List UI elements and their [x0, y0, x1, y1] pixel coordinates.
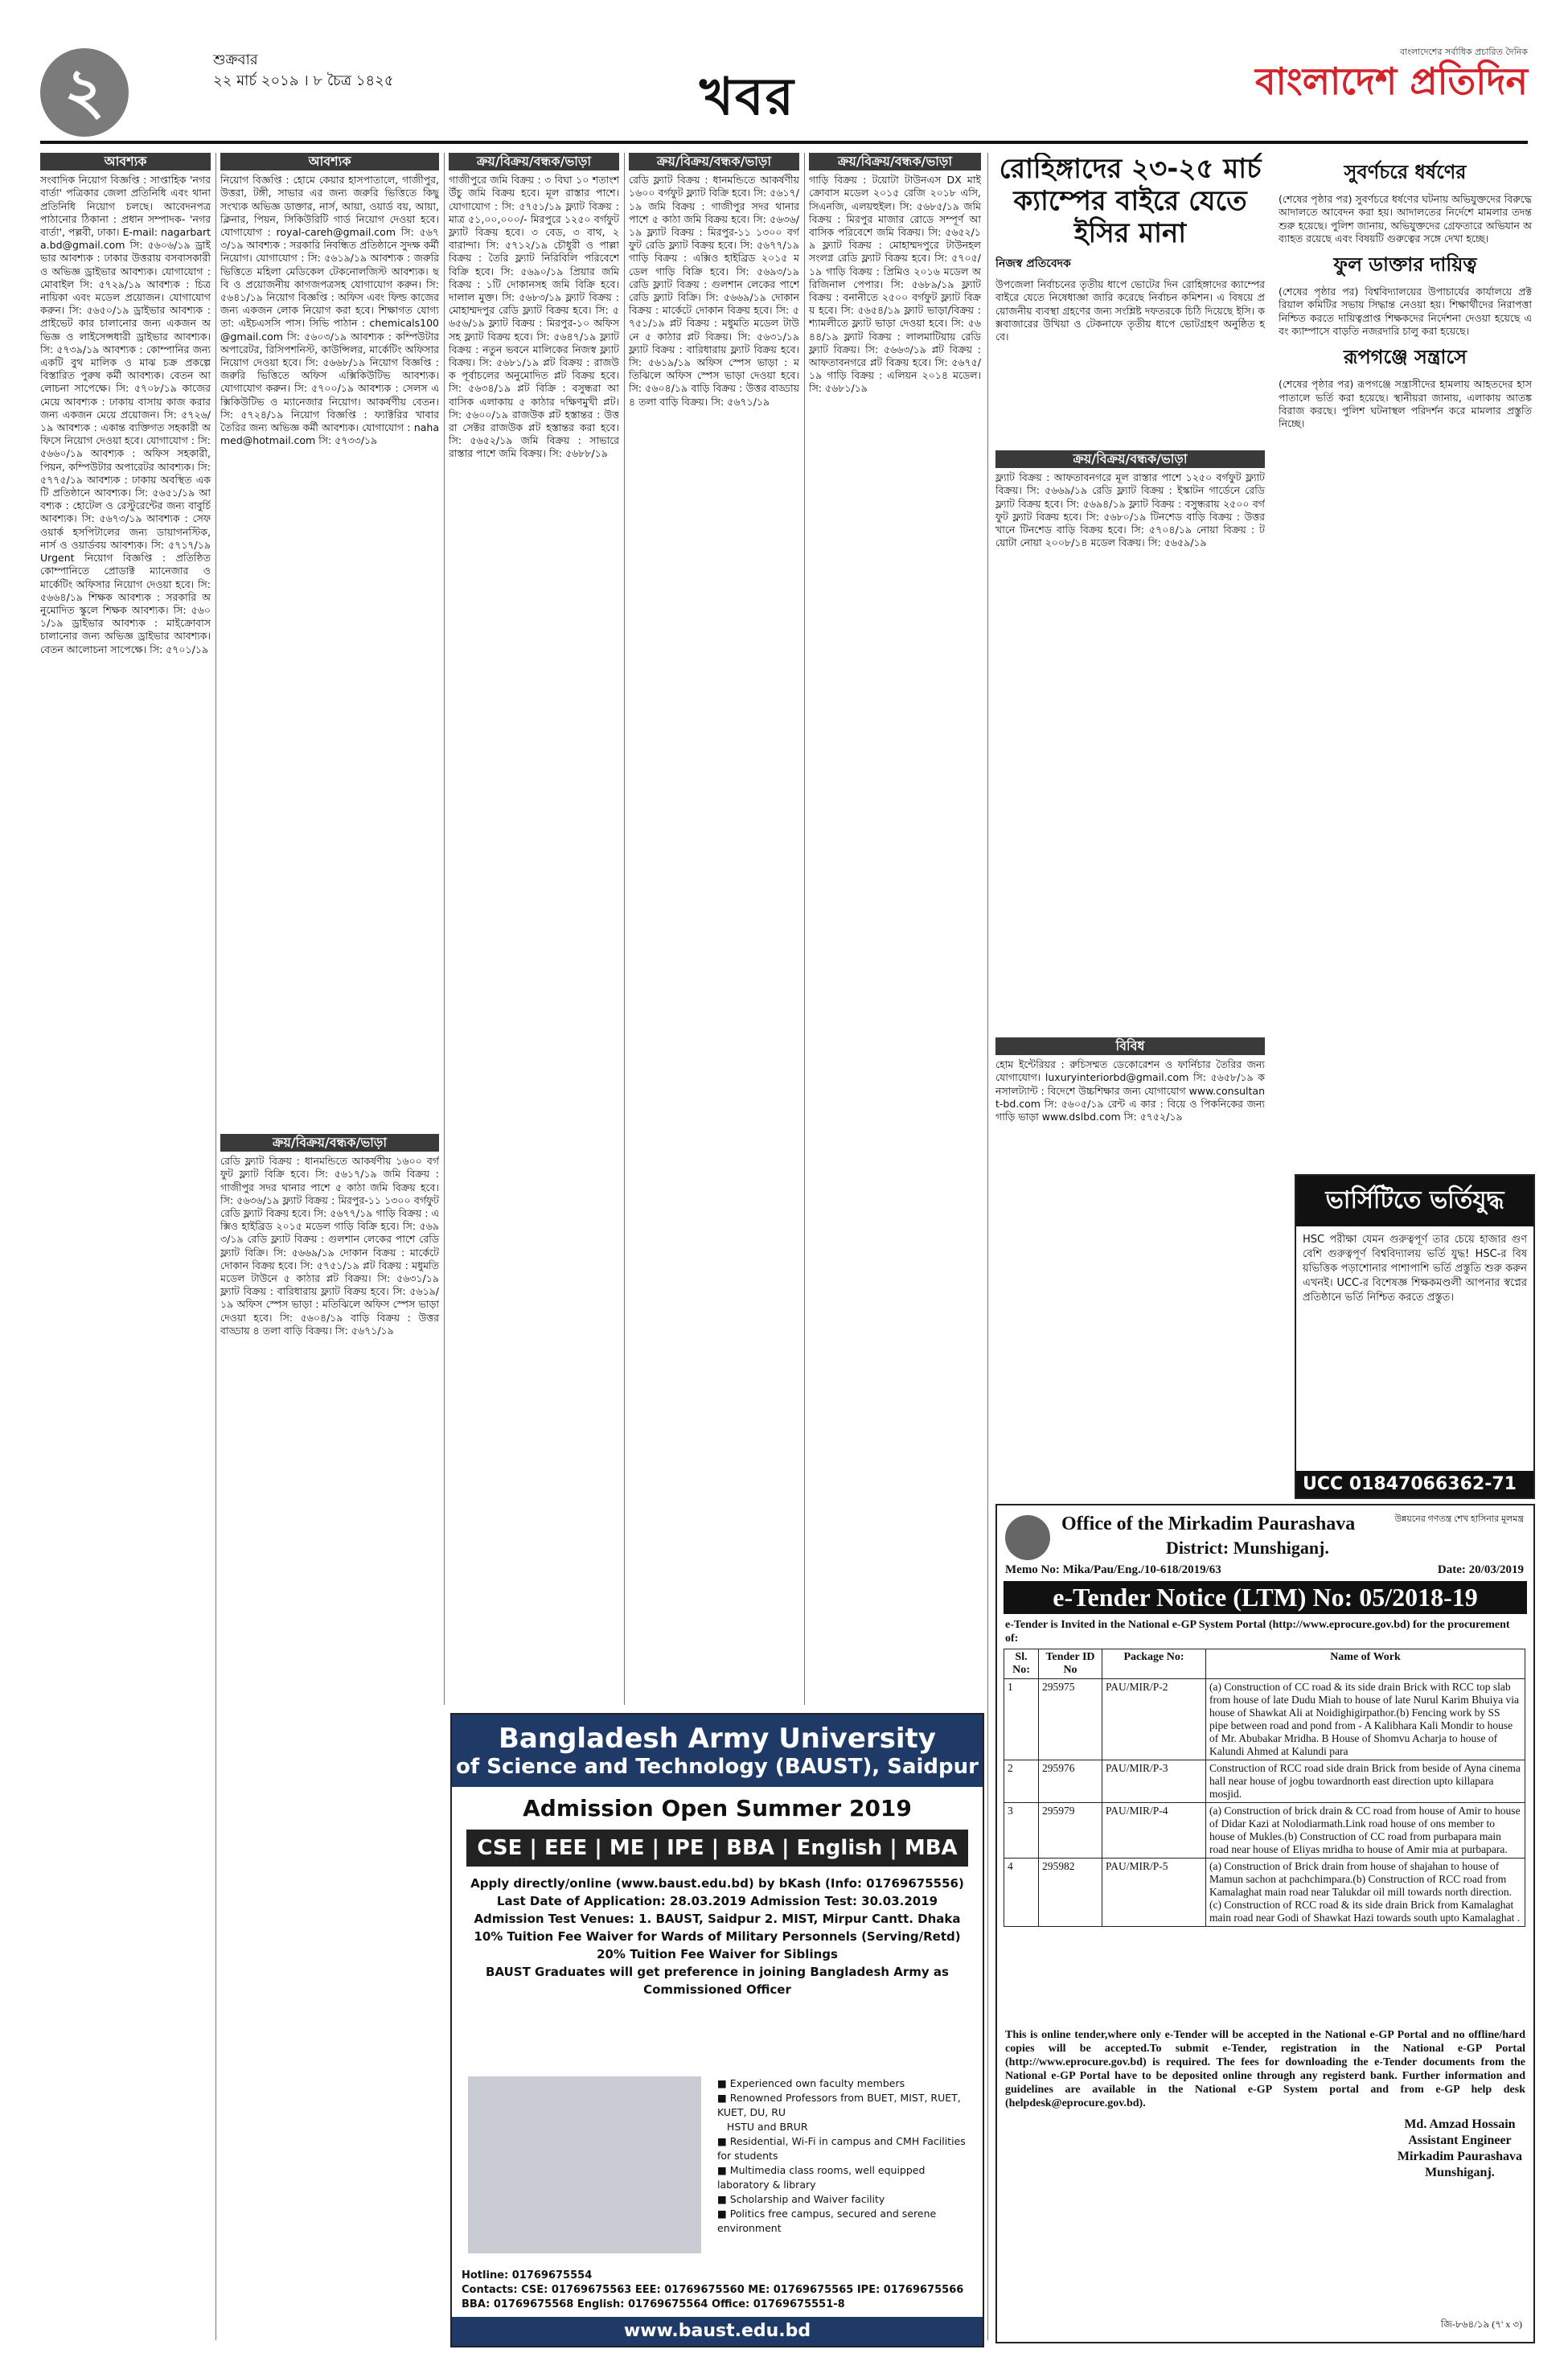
baust-title-line-2: of Science and Technology (BAUST), Saidpur — [456, 1755, 979, 1779]
signer-designation: Assistant Engineer — [1408, 2134, 1512, 2147]
news-body: (শেষের পৃষ্ঠার পর) সুবর্ণচরে ধর্ষণের ঘটনায় অভিযুক্তদের বিরুদ্ধে আদালতে আবেদন করা হয়। আদালতের নির্দেশে মামলার তদন্ত শুরু হয়েছে। পুলিশ জানায়, অভিযুক্তদের গ্রেফতারে অভিযান অব্যাহত রয়েছে এবং বিষয়টি গুরুত্বের সঙ্গে দেখা হচ্ছে। — [1279, 193, 1532, 244]
classified-column-2 — [220, 153, 439, 1126]
feature-item: ■ Residential, Wi-Fi in campus and CMH Facilities for students — [717, 2135, 966, 2162]
feature-item: ■ Scholarship and Waiver facility — [717, 2193, 885, 2205]
baust-website[interactable]: www.baust.edu.bd — [452, 2317, 983, 2346]
column-divider — [215, 153, 216, 2340]
cell-work: (a) Construction of Brick drain from house of shajahan to house of Mamun sachon at pachchimpara.(b) Construction of RCC road from Kamalaghat main road near Talukdar oil mill towards north direction.(c) Construction of RCC road & its side drain Brick from Kamalaghat main road near Godi of Shawkat Hazi towards south upto Kamalaghat . — [1206, 1859, 1525, 1927]
baust-title-line-1: Bangladesh Army University — [499, 1723, 936, 1755]
news-body: উপজেলা নির্বাচনের তৃতীয় ধাপে ভোটের দিন রোহিঙ্গাদের ক্যাম্পের বাইরে যেতে নিষেধাজ্ঞা জারি করেছে নির্বাচন কমিশন। এ বিষয়ে প্রয়োজনীয় ব্যবস্থা গ্রহণের জন্য সংশ্লিষ্ট দফতরকে চিঠি দিয়েছে ইসি। কক্সবাজারের উখিয়া ও টেকনাফে তৃতীয় ধাপে ভোটগ্রহণ অনুষ্ঠিত হবে। — [995, 278, 1265, 343]
feature-item: HSTU and BRUR — [726, 2121, 808, 2133]
baust-venues: Admission Test Venues: 1. BAUST, Saidpur 2. MIST, Mirpur Cantt. Dhaka — [474, 1912, 961, 1926]
baust-programs: CSE | EEE | ME | IPE | BBA | English | MBA — [466, 1830, 968, 1867]
column-heading: আবশ্যক — [220, 153, 439, 170]
news-subornochor — [1279, 153, 1532, 1166]
news-byline: নিজস্ব প্রতিবেদক — [995, 257, 1071, 270]
classified-column-6 — [995, 450, 1265, 1029]
cell-package: PAU/MIR/P-5 — [1102, 1859, 1206, 1927]
header-tender-id: Tender ID No — [1039, 1649, 1102, 1679]
column-text: রেডি ফ্ল্যাট বিক্রয় : ধানমন্ডিতে আকর্ষণীয় ১৬০০ বর্গফুট ফ্ল্যাট বিক্রি হবে। সি: ৫৬১৭/১৯ জমি বিক্রয় : গাজীপুর সদর থানার পাশে ৫ কাঠা জমি বিক্রয় হবে। সি: ৫৬৩৬/১৯ ফ্ল্যাট বিক্রয় : মিরপুর-১১ ১৩০০ বর্গফুট রেডি ফ্ল্যাট বিক্রয় হবে। সি: ৫৬৭৭/১৯ গাড়ি বিক্রয় : এক্সিও হাইব্রিড ২০১৫ মডেল গাড়ি বিক্রি হবে। সি: ৫৬৯৩/১৯ রেডি ফ্ল্যাট বিক্রয় : গুলশান লেকের পাশে রেডি ফ্ল্যাট বিক্রি। সি: ৫৬৬৯/১৯ দোকান বিক্রয় : মার্কেটে দোকান বিক্রয় হবে। সি: ৫৭৫১/১৯ প্লট বিক্রয় : মধুমতি মডেল টাউনে ৫ কাঠার প্লট বিক্রয়। সি: ৫৬৩১/১৯ ফ্ল্যাট বিক্রয় : বারিধারায় ফ্ল্যাট বিক্রয় হবে। সি: ৫৬১৯/১৯ অফিস স্পেস ভাড়া : মতিঝিলে অফিস স্পেস ভাড়া দেওয়া হবে। সি: ৫৬০৪/১৯ বাড়ি বিক্রয় : উত্তর বাড্ডায় ৪ তলা বাড়ি বিক্রয়। সি: ৫৬৭১/১৯ — [220, 1155, 439, 1337]
header-work: Name of Work — [1206, 1649, 1525, 1679]
column-heading: ক্রয়/বিক্রয়/বন্ধক/ভাড়া — [809, 153, 981, 170]
tender-table — [1004, 1649, 1525, 1927]
baust-apply: Apply directly/online (www.baust.edu.bd) by bKash (Info: 01769675556) — [470, 1876, 964, 1891]
cell-work: (a) Construction of brick drain & CC road from house of Amir to house of Didar Kazi at Nolodiarmath.Link road house of ons member to house of Mukles.(b) Construction of CC road from purbapara main road near house of Eliyas mridha to house of Amir mia at purbapara. — [1206, 1803, 1525, 1859]
ucc-title: ভার্সিটিতে ভর্তিযুদ্ধ — [1296, 1176, 1533, 1226]
column-text: নিয়োগ বিজ্ঞপ্তি : হোমে কেয়ার হাসপাতালে, গাজীপুর, উত্তরা, টঙ্গী, সাভার এর জন্য জরুরি ভিত্তিতে কিছু সংখ্যক অভিজ্ঞ ডাক্তার, নার্স, আয়া, ওয়ার্ড বয়, আয়া, ক্লিনার, পিয়ন, সিকিউরিটি গার্ড নিয়োগ দেওয়া হবে। যোগাযোগ : royal-careh@gmail.com সি: ৫৬৭৩/১৯ আবশ্যক : সরকারি নিবন্ধিত প্রতিষ্ঠানে সুদক্ষ কর্মী নিয়োগ। যোগাযোগ : সি: ৫৬১৯/১৯ আবশ্যক : জরুরি ভিত্তিতে মহিলা মেডিকেল টেকনোলজিস্ট আবশ্যক। ছবি ও প্রয়োজনীয় কাগজপত্রসহ যোগাযোগ করুন। সি: ৫৬৪১/১৯ নিয়োগ বিজ্ঞপ্তি : অফিস এবং ফিল্ড কাজের জন্য একজন লোক নিয়োগ করা হবে। শিক্ষাগত যোগ্যতা: এইচএসসি পাস। সিভি পাঠান : chemicals100@gmail.com সি: ৫৬০৩/১৯ আবশ্যক : কম্পিউটার অপারেটর, রিসিপশনিস্ট, কাউন্সিলর, মার্কেটিং অফিসার নিয়োগ দেওয়া হবে। সি: ৫৬৬৮/১৯ নিয়োগ বিজ্ঞপ্তি : জরুরি ভিত্তিতে অফিস এক্সিকিউটিভ আবশ্যক। যোগাযোগ করুন। সি: ৫৭০০/১৯ আবশ্যক : সেলস এক্সিকিউটিভ ও ম্যানেজার নিয়োগ। আকর্ষণীয় বেতন। সি: ৫৭২৪/১৯ নিয়োগ বিজ্ঞপ্তি : ফ্যাক্টরির খাবার তৈরির জন্য অভিজ্ঞ কর্মী আবশ্যক। যোগাযোগ : nahamed@hotmail.com সি: ৫৭৩৩/১৯ — [220, 174, 439, 447]
baust-contacts-line-2: BBA: 01769675568 English: 01769675564 Office: 01769675551-8 — [462, 2298, 845, 2310]
column-heading: ক্রয়/বিক্রয়/বন্ধক/ভাড়া — [220, 1134, 439, 1152]
baust-admission: Admission Open Summer 2019 — [523, 1795, 912, 1822]
cell-tender-id: 295976 — [1039, 1760, 1102, 1803]
ucc-advertisement — [1295, 1174, 1535, 1499]
table-header-row — [1004, 1649, 1525, 1679]
column-heading: বিবিধ — [995, 1037, 1265, 1055]
baust-waiver-2: 20% Tuition Fee Waiver for Siblings — [597, 1947, 838, 1961]
cell-work: (a) Construction of CC road & its side drain Brick with RCC top slab from house of late Dudu Miah to house of late Nurul Karim Bhuiya via house of Shawkat Ali at Noidighigirpathor.(b) Fencing work by SS pipe between road and pond from - A Kalibhara Kali Mondir to house of Mr. Abubakar Mridha. B House of Shomvu Acharja to house of Kalundi Ahmed at Kalundi para — [1206, 1679, 1525, 1760]
signer-district: Munshiganj. — [1425, 2166, 1495, 2179]
news-headline: রোহিঙ্গাদের ২৩-২৫ মার্চ ক্যাম্পের বাইরে যেতে ইসির মানা — [999, 153, 1262, 249]
cell-package: PAU/MIR/P-2 — [1102, 1679, 1206, 1760]
tender-office: Office of the Mirkadim Paurashava — [1061, 1514, 1356, 1534]
classified-column-1 — [40, 153, 211, 1713]
brand-name: বাংলাদেশ প্রতিদিন — [1254, 60, 1528, 103]
campus-photo — [468, 2076, 701, 2253]
tender-banner: e-Tender Notice (LTM) No: 05/2018-19 — [1004, 1581, 1527, 1614]
column-heading: ক্রয়/বিক্রয়/বন্ধক/ভাড়া — [449, 153, 619, 170]
ucc-body: HSC পরীক্ষা যেমন গুরুত্বপূর্ণ তার চেয়ে হাজার গুণ বেশি গুরুত্বপূর্ণ বিশ্ববিদ্যালয় ভর্তি যুদ্ধ! HSC-র বিষয়ভিত্তিক পড়াশোনার পাশাপাশি ভর্তি প্রস্তুতি শুরু করুন এখনই। UCC-র বিশেষজ্ঞ শিক্ষকমণ্ডলী আপনার স্বপ্নের প্রতিষ্ঠানে ভর্তি নিশ্চিত করতে প্রস্তুত। — [1303, 1234, 1527, 1304]
dateline — [213, 50, 394, 92]
cell-sl: 2 — [1004, 1760, 1039, 1803]
column-divider — [624, 153, 625, 1705]
column-divider — [444, 153, 445, 1705]
news-body: (শেষের পৃষ্ঠার পর) বিশ্ববিদ্যালয়ের উপাচার্যের কার্যালয়ে প্রক্টরিয়াল কমিটির সভায় সিদ্ধান্ত নেওয়া হয়। শিক্ষার্থীদের নিরাপত্তা নিশ্চিত করতে দায়িত্বপ্রাপ্ত শিক্ষকদের নির্দেশনা দেওয়া হয়েছে এবং ক্যাম্পাসে বাড়তি নজরদারি চালু করা হয়েছে। — [1279, 285, 1532, 338]
feature-item: ■ Politics free campus, secured and serene environment — [717, 2208, 937, 2234]
brand-logo — [1230, 45, 1528, 102]
tender-slogan: উন্নয়নের গণতন্ত্র শেখ হাসিনার মূলমন্ত্র — [1394, 1514, 1524, 1524]
cell-tender-id: 295982 — [1039, 1859, 1102, 1927]
signer-name: Md. Amzad Hossain — [1404, 2117, 1516, 2131]
news-subheadline: ফুল ডাক্তার দায়িত্ব — [1333, 253, 1477, 277]
tender-notice — [995, 1504, 1535, 2343]
column-divider — [804, 153, 805, 1705]
tender-date: Date: 20/03/2019 — [1437, 1563, 1524, 1576]
column-text: সংবাদিক নিয়োগ বিজ্ঞপ্তি : সাপ্তাহিক 'নগরবার্তা' পত্রিকার জেলা প্রতিনিধি এবং থানা প্রতিনিধি নিয়োগ চলছে। আবেদনপত্র পাঠানোর ঠিকানা : প্রধান সম্পাদক- 'নগরবার্তা', পল্লবী, ঢাকা। E-mail: nagarbarta.bd@gmail.com সি: ৫৬০৬/১৯ ড্রাইভার আবশ্যক : ঢাকার উত্তরায় বসবাসকারী ও অভিজ্ঞ ড্রাইভার আবশ্যক। যোগাযোগ : মোবাইল সি: ৫৭২৯/১৯ আবশ্যক : চিত্রনায়িকা এবং মডেল প্রয়োজন। যোগাযোগ করুন। সি: ৫৬৫০/১৯ ড্রাইভার আবশ্যক : প্রাইভেট কার চালানোর জন্য একজন অভিজ্ঞ ও লাইসেন্সধারী ড্রাইভার আবশ্যক। সি: ৫৭৩৯/১৯ আবশ্যক : কোম্পানির জন্য একটি বুথ মালিক ও মাঝ চক্র প্রকল্পে বিস্তারিত পুরুষ কর্মী আবশ্যক। বেতন আলোচনা সাপেক্ষে। সি: ৫৭০৮/১৯ কাজের মেয়ে আবশ্যক : ঢাকায় বাসায় কাজ করার জন্য একজন মেয়ে প্রয়োজন। সি: ৫৭২৬/১৯ আবশ্যক : একান্ত ব্যক্তিগত সহকারী অফিসে নিয়োগ দেওয়া হবে। যোগাযোগ : সি: ৫৬৬০/১৯ আবশ্যক : অফিস সহকারী, পিয়ন, কম্পিউটার অপারেটর আবশ্যক। সি: ৫৭৭৫/১৯ আবশ্যক : ঢাকায় অবস্থিত একটি প্রতিষ্ঠানে আবশ্যক। সি: ৫৬৫১/১৯ আবশ্যক : হোটেল ও রেস্টুরেন্টের জন্য বাবুর্চি আবশ্যক। সি: ৫৬৭৩/১৯ আবশ্যক : সেফ ওয়ার্ক হসপিটালের জন্য ডায়াগনস্টিক, নার্স ও ওয়ার্ডবয় আবশ্যক। সি: ৫৭১৭/১৯ Urgent নিয়োগ বিজ্ঞপ্তি : প্রতিষ্ঠিত কোম্পানিতে প্রোডাক্ট ম্যানেজার ও মার্কেটিং অফিসার নিয়োগ দেওয়া হবে। সি: ৫৬৬৪/১৯ শিক্ষক আবশ্যক : সরকারি অনুমোদিত স্কুলে শিক্ষক আবশ্যক। সি: ৫৬০১/১৯ ড্রাইভার আবশ্যক : মাইক্রোবাস চালানোর জন্য অভিজ্ঞ ড্রাইভার আবশ্যক। বেতন আলোচনা সাপেক্ষে। সি: ৫৭০১/১৯ — [40, 174, 211, 655]
cell-tender-id: 295975 — [1039, 1679, 1102, 1760]
tender-signature — [1398, 2117, 1522, 2181]
column-text: ফ্ল্যাট বিক্রয় : আফতাবনগরে মূল রাস্তার পাশে ১২৫০ বর্গফুট ফ্ল্যাট বিক্রয়। সি: ৫৬৬৯/১৯ রেডি ফ্ল্যাট বিক্রয় : ইস্কাটন গার্ডেনে রেডি ফ্ল্যাট বিক্রয় হবে। সি: ৫৬৯৪/১৯ ফ্ল্যাট বিক্রয় : বসুন্ধরায় ২৫০০ বর্গফুট ফ্ল্যাট বিক্রয় হবে। সি: ৫৬৮০/১৯ টিনশেড বাড়ি বিক্রয় : উত্তরখানে টিনশেড বাড়ি বিক্রয় হবে। সি: ৫৭০৪/১৯ নোয়া বিক্রয় : টয়োটা নোয়া ২০০৮/১৪ মডেল বিক্রয়। সি: ৫৬৫৯/১৯ — [995, 471, 1265, 549]
ad-code: জি-৮৬৪/১৯ (৭' x ৩) — [1440, 2319, 1522, 2330]
feature-item: ■ Experienced own faculty members — [717, 2077, 905, 2089]
tender-memo: Memo No: Mika/Pau/Eng./10-618/2019/63 — [1005, 1563, 1221, 1576]
news-body: (শেষের পৃষ্ঠার পর) রূপগঞ্জে সন্ত্রাসীদের হামলায় আহতদের হাসপাতালে ভর্তি করা হয়েছে। স্থানীয়রা জানায়, এলাকায় আতঙ্ক বিরাজ করছে। পুলিশ ঘটনাস্থল পরিদর্শন করে মামলার প্রস্তুতি নিচ্ছে। — [1279, 378, 1532, 430]
day: শুক্রবার — [213, 51, 258, 68]
baust-features — [717, 2076, 975, 2236]
baust-hotline: Hotline: 01769675554 — [462, 2269, 593, 2282]
date: ২২ মার্চ ২০১৯ । ৮ চৈত্র ১৪২৫ — [213, 72, 394, 89]
table-row — [1004, 1760, 1525, 1803]
cell-work: Construction of RCC road side drain Brick from beside of Ayna cinema hall near house of jogbu towardnorth east direction upto killapara mosjid. — [1206, 1760, 1525, 1803]
news-rohingya — [995, 153, 1265, 442]
feature-item: ■ Renowned Professors from BUET, MIST, RUET, KUET, DU, RU — [717, 2092, 961, 2118]
column-heading: ক্রয়/বিক্রয়/বন্ধক/ভাড়া — [629, 153, 799, 170]
baust-dates: Last Date of Application: 28.03.2019 Admission Test: 30.03.2019 — [496, 1894, 938, 1908]
column-text: গাজীপুরে জমি বিক্রয় : ৩ বিঘা ১০ শতাংশ উঁচু জমি বিক্রয় হবে। মূল রাস্তার পাশে। যোগাযোগ : সি: ৫৭৫১/১৯ ফ্ল্যাট বিক্রয় : মাত্র ৫১,০০,০০০/- মিরপুরে ১২৫০ বর্গফুট ফ্ল্যাট বিক্রয় হবে। ৩ বেড, ৩ বাথ, ২ বারান্দা। সি: ৫৭১২/১৯ চৌধুরী ও পাল্লা বিক্রয় : তৈরি ফ্ল্যাট নিরিবিলি পরিবেশে বিক্রি হবে। সি: ৫৬৯০/১৯ প্রিয়ার জমি বিক্রয় : ১টি দোকানসহ জমি বিক্রি হবে। দালাল মুক্ত। সি: ৫৬৮৩/১৯ ফ্ল্যাট বিক্রয় : মোহাম্মদপুর রেডি ফ্ল্যাট বিক্রয় হবে। সি: ৫৬৫৬/১৯ ফ্ল্যাট বিক্রয় : মিরপুর-১০ অফিসসহ ফ্ল্যাট বিক্রয় হবে। সি: ৫৬৪৭/১৯ ফ্ল্যাট বিক্রয় : নতুন ভবনে মালিকের নিজস্ব ফ্ল্যাট বিক্রয়। সি: ৫৬৮১/১৯ প্লট বিক্রয় : রাজউক পূর্বাচলের অনুমোদিত প্লট বিক্রয় হবে। সি: ৫৬৩৪/১৯ প্লট বিক্রি : বসুন্ধরা আবাসিক এলাকায় ৫ কাঠার দক্ষিণমুখী প্লট। সি: ৫৬০০/১৯ রাজউক প্লট হস্তান্তর : উত্তরা সেক্টর রাজউক প্লট হস্তান্তর করা হবে। সি: ৫৬৫২/১৯ জমি বিক্রয় : সাভারে রাস্তার পাশে জমি বিক্রয়। সি: ৫৬৮৮/১৯ — [449, 174, 619, 460]
cell-sl: 3 — [1004, 1803, 1039, 1859]
header-package: Package No: — [1102, 1649, 1206, 1679]
table-row — [1004, 1859, 1525, 1927]
tender-note: This is online tender,where only e-Tender will be accepted in the National e-GP Portal and no offline/hard copies will be accepted.To submit e-Tender, registration in the National e-GP Portal (http://www.eprocure.gov.bd) is required. The fees for downloading the e-Tender documents from the National e-GP Portal have to be deposited online through any registerd bank. Further information and guidelines are available in the National e-GP System portal and from e-GP help desk (helpdesk@eprocure.gov.bd). — [1005, 2029, 1525, 2109]
page-number: ২ — [40, 48, 129, 137]
cell-sl: 1 — [1004, 1679, 1039, 1760]
tender-intro: e-Tender is Invited in the National e-GP System Portal (http://www.eprocure.gov.bd) for the procurement of: — [1005, 1619, 1510, 1645]
baust-contacts — [462, 2269, 973, 2312]
classified-column-2-lower — [220, 1134, 439, 1705]
column-heading: আবশ্যক — [40, 153, 211, 170]
column-text: হোম ইন্টেরিয়র : রুচিসম্মত ডেকোরেশন ও ফার্নিচার তৈরির জন্য যোগাযোগ। luxuryinteriorbd@gmail.com সি: ৫৬৫৮/১৯ কনসালট্যান্ট : বিদেশে উচ্চশিক্ষার জন্য যোগাযোগ www.consultant-bd.com সি: ৫৬০৫/১৯ রেন্ট এ কার : বিয়ে ও পিকনিকের জন্য গাড়ি ভাড়া www.dslbd.com সি: ৫৭৫২/১৯ — [995, 1058, 1265, 1123]
signer-office: Mirkadim Paurashava — [1397, 2150, 1522, 2163]
masthead-rule — [40, 141, 1528, 144]
feature-item: ■ Multimedia class rooms, well equipped laboratory & library — [717, 2164, 926, 2191]
tender-district: District: Munshiganj. — [1166, 1538, 1329, 1558]
baust-officer: BAUST Graduates will get preference in joining Bangladesh Army as Commissioned Officer — [486, 1965, 949, 1997]
column-text: গাড়ি বিক্রয় : টয়োটা টাউনএস DX মাইক্রোবাস মডেল ২০১৫ রেজি ২০১৮ এসি, সিএনজি, এলয়হুইল। সি: ৫৬৮৫/১৯ জমি বিক্রয় : মিরপুর মাজার রোডে সম্পূর্ণ আবাসিক পরিবেশে জমি বিক্রয়। সি: ৫৬৫২/১৯ ফ্ল্যাট বিক্রয় : মোহাম্মদপুরে টাউনহল সংলগ্ন রেডি ফ্ল্যাট বিক্রয় হবে। সি: ৫৭০৫/১৯ গাড়ি বিক্রয় : প্রিমিও ২০১৬ মডেল অরিজিনাল পেপার। সি: ৫৬৮৯/১৯ ফ্ল্যাট বিক্রয় : বনানীতে ২৫০০ বর্গফুট ফ্ল্যাট বিক্রয় হবে। সি: ৫৬৫৪/১৯ ফ্ল্যাট ভাড়া/বিক্রয় : শ্যামলীতে ফ্ল্যাট ভাড়া দেওয়া হবে। সি: ৫৬৪৪/১৯ ফ্ল্যাট বিক্রয় : লালমাটিয়ায় রেডি ফ্ল্যাট বিক্রয়। সি: ৫৬৬৩/১৯ প্লট বিক্রয় : আফতাবনগরে প্লট বিক্রয় হবে। সি: ৫৬৭৫/১৯ গাড়ি বিক্রয় : এলিয়ন ২০১৪ মডেল। সি: ৫৬৮১/১৯ — [809, 174, 981, 395]
header-sl: Sl. No: — [1004, 1649, 1039, 1679]
baust-waiver-1: 10% Tuition Fee Waiver for Wards of Military Personnels (Serving/Retd) — [474, 1929, 961, 1944]
govt-seal-icon — [1005, 1515, 1050, 1560]
cell-sl: 4 — [1004, 1859, 1039, 1927]
classified-column-3 — [449, 153, 619, 1705]
cell-tender-id: 295979 — [1039, 1803, 1102, 1859]
baust-contacts-line-1: Contacts: CSE: 01769675563 EEE: 01769675560 ME: 01769675565 IPE: 01769675566 — [462, 2284, 964, 2296]
cell-package: PAU/MIR/P-4 — [1102, 1803, 1206, 1859]
column-heading: ক্রয়/বিক্রয়/বন্ধক/ভাড়া — [995, 450, 1265, 468]
cell-package: PAU/MIR/P-3 — [1102, 1760, 1206, 1803]
column-divider — [987, 153, 988, 2340]
news-headline: রূপগঞ্জে সন্ত্রাসে — [1344, 346, 1467, 369]
table-row — [1004, 1803, 1525, 1859]
section-title: খবর — [700, 68, 795, 127]
classified-column-4 — [629, 153, 799, 1705]
classified-column-5 — [809, 153, 981, 1705]
baust-advertisement — [450, 1713, 984, 2347]
column-text: রেডি ফ্ল্যাট বিক্রয় : ধানমন্ডিতে আকর্ষণীয় ১৬০০ বর্গফুট ফ্ল্যাট বিক্রি হবে। সি: ৫৬১৭/১৯ জমি বিক্রয় : গাজীপুর সদর থানার পাশে ৫ কাঠা জমি বিক্রয় হবে। সি: ৫৬৩৬/১৯ ফ্ল্যাট বিক্রয় : মিরপুর-১১ ১৩০০ বর্গফুট রেডি ফ্ল্যাট বিক্রয় হবে। সি: ৫৬৭৭/১৯ গাড়ি বিক্রয় : এক্সিও হাইব্রিড ২০১৫ মডেল গাড়ি বিক্রি হবে। সি: ৫৬৯৩/১৯ রেডি ফ্ল্যাট বিক্রয় : গুলশান লেকের পাশে রেডি ফ্ল্যাট বিক্রি। সি: ৫৬৬৯/১৯ দোকান বিক্রয় : মার্কেটে দোকান বিক্রয় হবে। সি: ৫৭৫১/১৯ প্লট বিক্রয় : মধুমতি মডেল টাউনে ৫ কাঠার প্লট বিক্রয়। সি: ৫৬৩১/১৯ ফ্ল্যাট বিক্রয় : বারিধারায় ফ্ল্যাট বিক্রয় হবে। সি: ৫৬১৯/১৯ অফিস স্পেস ভাড়া : মতিঝিলে অফিস স্পেস ভাড়া দেওয়া হবে। সি: ৫৬০৪/১৯ বাড়ি বিক্রয় : উত্তর বাড্ডায় ৪ তলা বাড়ি বিক্রয়। সি: ৫৬৭১/১৯ — [629, 174, 799, 408]
news-headline: সুবর্ণচরে ধর্ষণের — [1344, 161, 1467, 183]
classified-column-7 — [995, 1037, 1265, 1496]
baust-title — [452, 1715, 983, 1787]
brand-tagline: বাংলাদেশের সর্বাধিক প্রচারিত দৈনিক — [1399, 47, 1528, 57]
table-row — [1004, 1679, 1525, 1760]
ucc-footer: UCC 01847066362-71 — [1296, 1471, 1533, 1497]
